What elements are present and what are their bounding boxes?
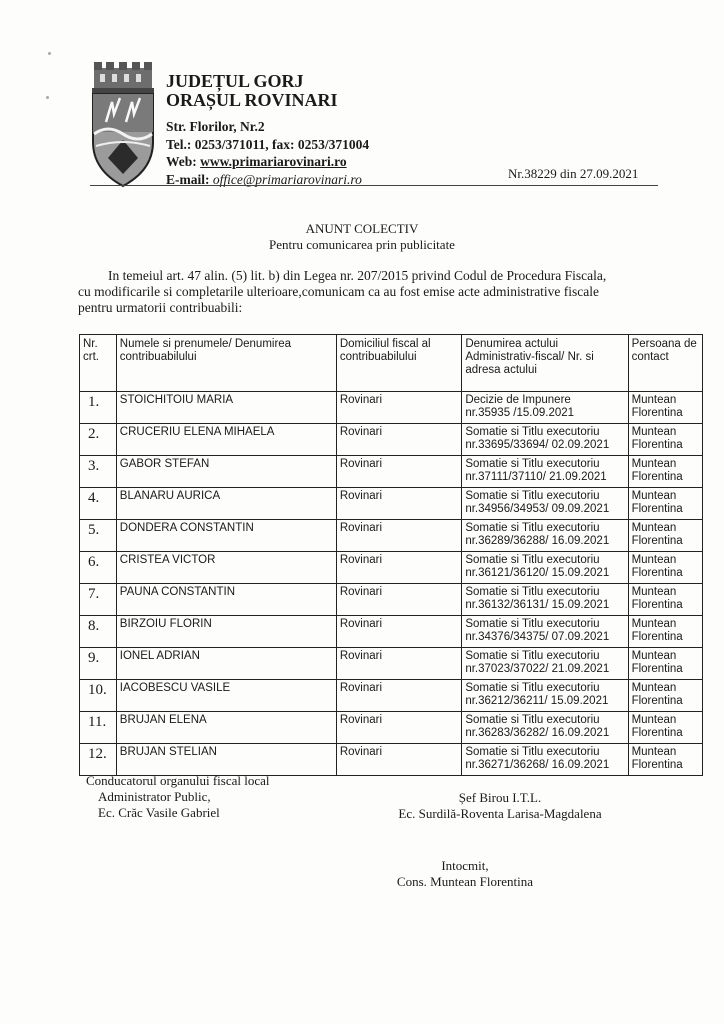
table-row xyxy=(80,648,703,680)
scan-speck xyxy=(46,96,49,99)
cell-act-text: nr.36283/36282/ 16.09.2021 xyxy=(465,727,610,739)
cell-domicile xyxy=(336,616,461,648)
cell-domicile xyxy=(336,488,461,520)
cell-act-text: Somatie si Titlu executoriu xyxy=(465,522,600,534)
cell-act-text: nr.36212/36211/ 15.09.2021 xyxy=(465,695,609,707)
email-link[interactable]: office@primariarovinari.ro xyxy=(212,171,362,187)
cell-nr xyxy=(80,424,117,456)
table-row xyxy=(80,712,703,744)
cell-contact xyxy=(628,680,702,712)
cell-contact-text: Florentina xyxy=(631,695,683,707)
cell-act xyxy=(462,392,628,424)
table-row xyxy=(80,392,703,424)
cell-nr-text: 2. xyxy=(88,426,100,442)
cell-domicile xyxy=(336,520,461,552)
cell-name xyxy=(116,744,336,776)
contact-block xyxy=(166,118,369,188)
phone-fax: Tel.: 0253/371011, fax: 0253/371004 xyxy=(166,136,370,152)
cell-domicile xyxy=(336,712,461,744)
cell-act-text: nr.34956/34953/ 09.09.2021 xyxy=(465,503,610,515)
web-label: Web: xyxy=(166,154,201,169)
cell-nr xyxy=(80,648,117,680)
cell-nr-text: 9. xyxy=(88,650,100,666)
cell-act-text: nr.35935 /15.09.2021 xyxy=(465,407,575,419)
cell-act-text: Decizie de Impunere xyxy=(465,394,571,406)
cell-act-text: nr.37111/37110/ 21.09.2021 xyxy=(465,471,607,483)
cell-contact xyxy=(628,392,702,424)
cell-act-text: nr.33695/33694/ 02.09.2021 xyxy=(465,439,610,451)
notice-title: ANUNT COLECTIV xyxy=(305,221,419,236)
cell-name-text: IACOBESCU VASILE xyxy=(119,682,231,694)
cell-domicile-text: Rovinari xyxy=(339,714,383,726)
cell-contact-text: Muntean xyxy=(631,490,677,502)
paragraph-line: In temeiul art. 47 alin. (5) lit. b) din Legea nr. 207/2015 privind Codul de Procedura Fiscala, xyxy=(108,268,607,283)
cell-domicile-text: Rovinari xyxy=(339,394,383,406)
cell-nr xyxy=(80,712,117,744)
cell-domicile-text: Rovinari xyxy=(339,522,383,534)
cell-contact-text: Florentina xyxy=(631,407,683,419)
cell-name-text: IONEL ADRIAN xyxy=(119,650,200,662)
cell-name-text: PAUNA CONSTANTIN xyxy=(119,586,236,598)
prepared-name: Cons. Muntean Florentina xyxy=(396,874,534,889)
table-row xyxy=(80,456,703,488)
cell-contact xyxy=(628,712,702,744)
cell-contact-text: Muntean xyxy=(631,618,677,630)
cell-domicile xyxy=(336,552,461,584)
cell-contact xyxy=(628,616,702,648)
cell-domicile-text: Rovinari xyxy=(339,682,383,694)
cell-name xyxy=(116,584,336,616)
cell-contact xyxy=(628,744,702,776)
cell-act-text: Somatie si Titlu executoriu xyxy=(465,426,600,438)
cell-contact-text: Muntean xyxy=(631,554,677,566)
table-row xyxy=(80,488,703,520)
signatory-name: Ec. Crăc Vasile Gabriel xyxy=(98,805,220,820)
notice-paragraph xyxy=(78,268,668,316)
prepared-label: Intocmit, xyxy=(441,858,489,873)
scan-speck xyxy=(48,52,51,55)
table-row xyxy=(80,744,703,776)
cell-contact-text: Florentina xyxy=(631,663,683,675)
signature-right xyxy=(360,790,640,822)
cell-domicile xyxy=(336,424,461,456)
header-act: Denumirea actului Administrativ-fiscal/ Nr. si adresa actului xyxy=(462,335,628,392)
cell-contact-text: Florentina xyxy=(631,535,683,547)
cell-nr xyxy=(80,520,117,552)
cell-name xyxy=(116,680,336,712)
cell-domicile xyxy=(336,456,461,488)
cell-nr xyxy=(80,744,117,776)
cell-name-text: DONDERA CONSTANTIN xyxy=(119,522,254,534)
registration-number: Nr.38229 din 27.09.2021 xyxy=(508,166,639,181)
cell-contact-text: Muntean xyxy=(631,650,677,662)
table-row xyxy=(80,616,703,648)
cell-domicile xyxy=(336,584,461,616)
cell-act-text: Somatie si Titlu executoriu xyxy=(465,682,600,694)
cell-domicile-text: Rovinari xyxy=(339,650,383,662)
cell-nr xyxy=(80,616,117,648)
table-row xyxy=(80,552,703,584)
cell-nr-text: 7. xyxy=(88,586,100,602)
institution-header xyxy=(166,72,338,110)
cell-name xyxy=(116,392,336,424)
header-nr: Nr. crt. xyxy=(80,335,117,392)
signatory-role: Administrator Public, xyxy=(98,789,211,804)
cell-contact-text: Muntean xyxy=(631,522,677,534)
cell-act-text: Somatie si Titlu executoriu xyxy=(465,618,600,630)
cell-nr-text: 5. xyxy=(88,522,100,538)
address: Str. Florilor, Nr.2 xyxy=(166,119,265,134)
cell-act xyxy=(462,680,628,712)
cell-act-text: Somatie si Titlu executoriu xyxy=(465,458,600,470)
cell-name xyxy=(116,616,336,648)
cell-nr xyxy=(80,680,117,712)
table-body xyxy=(80,392,703,776)
cell-contact-text: Florentina xyxy=(631,727,683,739)
cell-name-text: BLANARU AURICA xyxy=(119,490,221,502)
cell-act-text: Somatie si Titlu executoriu xyxy=(465,650,600,662)
header-contact: Persoana de contact xyxy=(628,335,702,392)
cell-nr-text: 8. xyxy=(88,618,100,634)
cell-name-text: CRUCERIU ELENA MIHAELA xyxy=(119,426,275,438)
cell-act-text: Somatie si Titlu executoriu xyxy=(465,586,600,598)
cell-contact xyxy=(628,648,702,680)
cell-contact-text: Muntean xyxy=(631,682,677,694)
cell-name xyxy=(116,520,336,552)
cell-contact xyxy=(628,488,702,520)
coat-of-arms-icon xyxy=(88,62,158,190)
cell-contact-text: Muntean xyxy=(631,746,677,758)
cell-act xyxy=(462,648,628,680)
cell-nr-text: 1. xyxy=(88,394,100,410)
notice-subtitle: Pentru comunicarea prin publicitate xyxy=(269,237,455,252)
prepared-by xyxy=(385,858,545,890)
cell-act xyxy=(462,520,628,552)
web-link[interactable]: www.primariarovinari.ro xyxy=(200,154,347,169)
cell-act xyxy=(462,584,628,616)
cell-act-text: nr.36289/36288/ 16.09.2021 xyxy=(465,535,610,547)
cell-act-text: Somatie si Titlu executoriu xyxy=(465,490,600,502)
cell-act-text: nr.36121/36120/ 15.09.2021 xyxy=(465,567,610,579)
cell-name-text: STOICHITOIU MARIA xyxy=(119,394,234,406)
cell-act-text: nr.36271/36268/ 16.09.2021 xyxy=(465,759,610,771)
cell-name xyxy=(116,552,336,584)
cell-domicile-text: Rovinari xyxy=(339,458,383,470)
paragraph-line: cu modificarile si completarile ulterioare,comunicam ca au fost emise acte administrative fiscale xyxy=(78,284,600,299)
cell-contact-text: Florentina xyxy=(631,439,683,451)
table-row xyxy=(80,424,703,456)
cell-nr-text: 3. xyxy=(88,458,100,474)
cell-domicile xyxy=(336,744,461,776)
cell-act xyxy=(462,552,628,584)
table-row xyxy=(80,584,703,616)
cell-name xyxy=(116,456,336,488)
cell-domicile-text: Rovinari xyxy=(339,618,383,630)
header-name: Numele si prenumele/ Denumirea contribuabilului xyxy=(116,335,336,392)
cell-domicile-text: Rovinari xyxy=(339,426,383,438)
cell-act xyxy=(462,744,628,776)
taxpayer-table xyxy=(79,334,703,776)
cell-name-text: BRUJAN ELENA xyxy=(119,714,207,726)
table-row xyxy=(80,680,703,712)
cell-nr-text: 6. xyxy=(88,554,100,570)
cell-nr-text: 10. xyxy=(88,682,107,698)
cell-act xyxy=(462,488,628,520)
signature-left xyxy=(86,773,270,821)
cell-contact-text: Florentina xyxy=(631,599,683,611)
cell-act xyxy=(462,456,628,488)
cell-name-text: GABOR STEFAN xyxy=(119,458,210,470)
cell-domicile-text: Rovinari xyxy=(339,586,383,598)
signatory-name: Ec. Surdilă-Roventa Larisa-Magdalena xyxy=(398,806,602,821)
cell-contact-text: Muntean xyxy=(631,714,677,726)
cell-contact-text: Florentina xyxy=(631,759,683,771)
cell-domicile xyxy=(336,680,461,712)
paragraph-line: pentru urmatorii contribuabili: xyxy=(78,300,243,315)
cell-contact xyxy=(628,552,702,584)
cell-contact-text: Florentina xyxy=(631,567,683,579)
table-row xyxy=(80,520,703,552)
cell-act xyxy=(462,424,628,456)
cell-nr xyxy=(80,392,117,424)
cell-name xyxy=(116,424,336,456)
cell-contact xyxy=(628,424,702,456)
cell-contact-text: Muntean xyxy=(631,426,677,438)
cell-act-text: nr.34376/34375/ 07.09.2021 xyxy=(465,631,610,643)
cell-nr-text: 4. xyxy=(88,490,100,506)
cell-act-text: Somatie si Titlu executoriu xyxy=(465,714,600,726)
cell-name xyxy=(116,648,336,680)
cell-domicile-text: Rovinari xyxy=(339,746,383,758)
cell-name-text: BIRZOIU FLORIN xyxy=(119,618,212,630)
cell-contact-text: Muntean xyxy=(631,458,677,470)
cell-nr-text: 12. xyxy=(88,746,107,762)
town-name: ORAȘUL ROVINARI xyxy=(166,90,338,110)
email-label: E-mail: xyxy=(166,171,213,187)
cell-act-text: nr.36132/36131/ 15.09.2021 xyxy=(465,599,610,611)
cell-name xyxy=(116,712,336,744)
cell-act xyxy=(462,616,628,648)
cell-contact-text: Muntean xyxy=(631,586,677,598)
cell-name xyxy=(116,488,336,520)
county-name: JUDEȚUL GORJ xyxy=(166,71,304,91)
cell-name-text: CRISTEA VICTOR xyxy=(119,554,216,566)
cell-domicile-text: Rovinari xyxy=(339,490,383,502)
cell-domicile-text: Rovinari xyxy=(339,554,383,566)
table-header-row xyxy=(80,335,703,392)
cell-contact xyxy=(628,520,702,552)
cell-contact xyxy=(628,456,702,488)
signatory-title: Șef Birou I.T.L. xyxy=(458,790,542,805)
cell-contact-text: Muntean xyxy=(631,394,677,406)
signatory-title: Conducatorul organului fiscal local xyxy=(86,773,270,788)
web-line xyxy=(166,153,369,171)
header-divider xyxy=(90,185,658,186)
cell-contact xyxy=(628,584,702,616)
cell-act xyxy=(462,712,628,744)
cell-contact-text: Florentina xyxy=(631,471,683,483)
cell-act-text: Somatie si Titlu executoriu xyxy=(465,746,600,758)
cell-contact-text: Florentina xyxy=(631,631,683,643)
cell-nr-text: 11. xyxy=(88,714,107,730)
cell-act-text: Somatie si Titlu executoriu xyxy=(465,554,600,566)
cell-nr xyxy=(80,456,117,488)
cell-name-text: BRUJAN STELIAN xyxy=(119,746,217,758)
cell-domicile xyxy=(336,648,461,680)
header-domicile: Domiciliul fiscal al contribuabilului xyxy=(336,335,461,392)
cell-contact-text: Florentina xyxy=(631,503,683,515)
cell-act-text: nr.37023/37022/ 21.09.2021 xyxy=(465,663,610,675)
cell-nr xyxy=(80,488,117,520)
cell-nr xyxy=(80,552,117,584)
cell-nr xyxy=(80,584,117,616)
cell-domicile xyxy=(336,392,461,424)
